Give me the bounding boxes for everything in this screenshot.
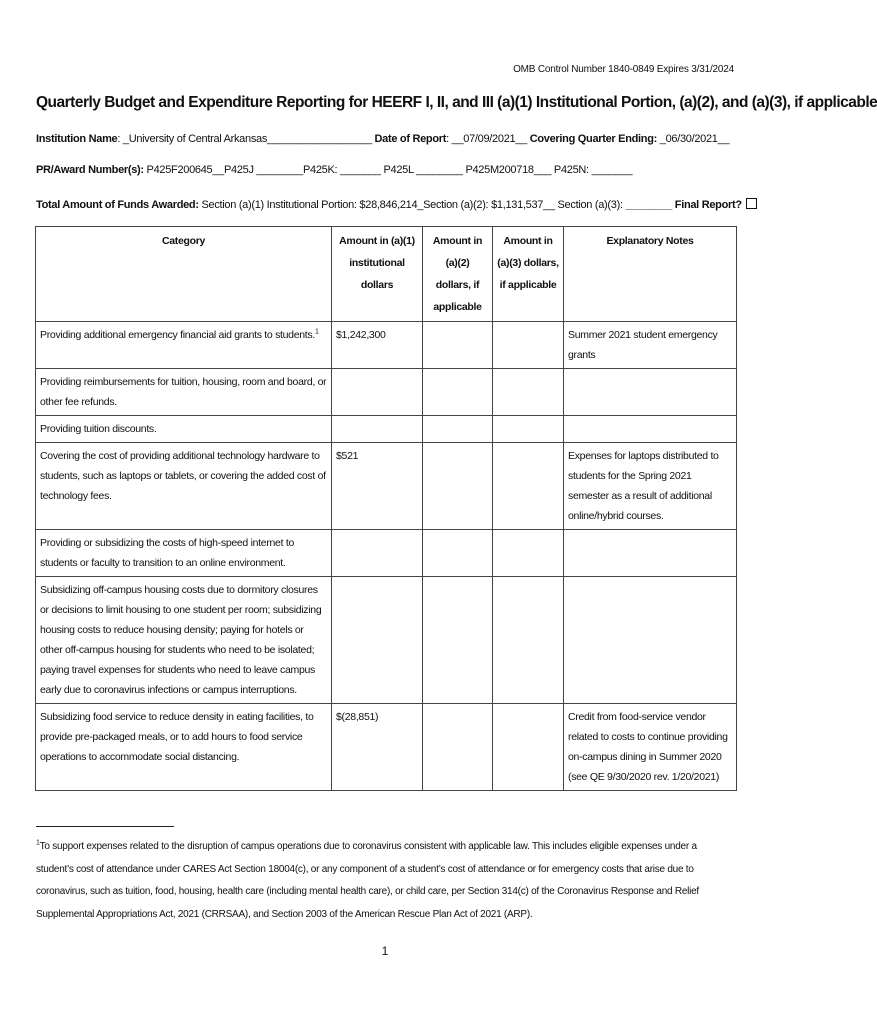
total-funds-line <box>36 198 742 211</box>
total-funds-label: Total Amount of Funds Awarded: <box>36 199 199 211</box>
institution-label: Institution Name <box>36 133 118 145</box>
amount-a3-cell <box>493 530 564 577</box>
award-number-value: P425F200645__P425J ________P425K: _______ P425L ________ P425M200718___ P425N: _______ <box>143 164 633 176</box>
institution-value: : _University of Central Arkansas__________________ <box>117 133 372 145</box>
category-cell: Providing reimbursements for tuition, housing, room and board, or other fee refunds. <box>36 369 332 416</box>
amount-a3-cell <box>493 577 564 704</box>
omb-control-number: OMB Control Number 1840-0849 Expires 3/31/2024 <box>513 64 734 75</box>
amount-a1-cell: $1,242,300 <box>332 322 423 369</box>
category-cell: Subsidizing off-campus housing costs due to dormitory closures or decisions to limit housing to one student per room; subsidizing housing costs to reduce housing density; paying for hotels or other off-campus housing for students who need to be isolated; paying travel expenses for students who need to leave campus early due to coronavirus infections or campus interruptions. <box>36 577 332 704</box>
amount-a1-cell: $(28,851) <box>332 704 423 791</box>
category-cell: Providing or subsidizing the costs of high-speed internet to students or faculty to transition to an online environment. <box>36 530 332 577</box>
amount-a2-cell <box>423 369 493 416</box>
notes-cell: Summer 2021 student emergency grants <box>564 322 737 369</box>
notes-cell: Credit from food-service vendor related to costs to continue providing on-campus dining in Summer 2020 (see QE 9/30/2020 rev. 1/20/2021) <box>564 704 737 791</box>
header-amount-a2: Amount in (a)(2) dollars, if applicable <box>423 227 493 322</box>
award-number-line <box>36 164 736 176</box>
final-report-checkbox[interactable] <box>746 198 757 209</box>
institution-line <box>36 133 736 145</box>
header-amount-a1: Amount in (a)(1) institutional dollars <box>332 227 423 322</box>
notes-cell <box>564 369 737 416</box>
amount-a2-cell <box>423 322 493 369</box>
footnote <box>36 836 736 926</box>
amount-a3-cell <box>493 704 564 791</box>
footnote-ref: 1 <box>314 328 319 336</box>
covering-quarter-value: _06/30/2021__ <box>657 133 730 145</box>
amount-a1-cell <box>332 416 423 443</box>
amount-a3-cell <box>493 443 564 530</box>
table-row <box>36 322 737 369</box>
table-row <box>36 416 737 443</box>
footnote-marker: 1 <box>36 839 40 847</box>
header-amount-a3: Amount in (a)(3) dollars, if applicable <box>493 227 564 322</box>
table-row <box>36 577 737 704</box>
budget-table <box>35 226 737 791</box>
notes-cell <box>564 577 737 704</box>
amount-a2-cell <box>423 530 493 577</box>
amount-a1-cell: $521 <box>332 443 423 530</box>
header-explanatory-notes: Explanatory Notes <box>564 227 737 322</box>
category-text: Providing additional emergency financial aid grants to students. <box>40 329 315 341</box>
final-report-label: Final Report? <box>672 199 742 211</box>
amount-a3-cell <box>493 416 564 443</box>
table-row <box>36 530 737 577</box>
covering-quarter-label: Covering Quarter Ending: <box>529 133 657 145</box>
footnote-divider <box>36 826 174 827</box>
notes-cell <box>564 530 737 577</box>
amount-a2-cell <box>423 443 493 530</box>
table-row <box>36 704 737 791</box>
category-cell: Subsidizing food service to reduce density in eating facilities, to provide pre-packaged meals, or to add hours to food service operations to accommodate social distancing. <box>36 704 332 791</box>
footnote-text: To support expenses related to the disruption of campus operations due to coronavirus consistent with applicable law. This includes eligible expenses under a student’s cost of attendance under CARES Act Section 18004(c), or any component of a student’s cost of attendance or for emergency costs that arise due to coronavirus, such as tuition, food, housing, health care (including mental health care), or child care, per Section 314(c) of the Coronavirus Response and Relief Supplemental Appropriations Act, 2021 (CRRSAA), and Section 2003 of the American Rescue Plan Act of 2021 (ARP). <box>36 841 699 920</box>
amount-a3-cell <box>493 369 564 416</box>
notes-cell <box>564 416 737 443</box>
amount-a2-cell <box>423 704 493 791</box>
amount-a3-cell <box>493 322 564 369</box>
page-number: 1 <box>381 944 389 958</box>
table-row <box>36 443 737 530</box>
amount-a2-cell <box>423 416 493 443</box>
category-cell: Providing tuition discounts. <box>36 416 332 443</box>
category-cell <box>36 322 332 369</box>
award-number-label: PR/Award Number(s): <box>36 164 144 176</box>
amount-a1-cell <box>332 369 423 416</box>
table-row <box>36 369 737 416</box>
header-category: Category <box>36 227 332 322</box>
date-of-report-value: : __07/09/2021__ <box>446 133 527 145</box>
section-a3-blank: ________ <box>625 199 673 211</box>
table-header-row <box>36 227 737 322</box>
notes-cell: Expenses for laptops distributed to students for the Spring 2021 semester as a result of additional online/hybrid courses. <box>564 443 737 530</box>
page-title: Quarterly Budget and Expenditure Reporting for HEERF I, II, and III (a)(1) Institutional Portion, (a)(2), and (a)(3), if applicable <box>36 94 877 111</box>
total-funds-value: Section (a)(1) Institutional Portion: $28,846,214_Section (a)(2): $1,131,537__ Section (a)(3): <box>198 199 626 211</box>
date-of-report-label: Date of Report <box>374 133 447 145</box>
amount-a1-cell <box>332 530 423 577</box>
category-cell: Covering the cost of providing additional technology hardware to students, such as laptops or tablets, or covering the added cost of technology fees. <box>36 443 332 530</box>
amount-a1-cell <box>332 577 423 704</box>
amount-a2-cell <box>423 577 493 704</box>
